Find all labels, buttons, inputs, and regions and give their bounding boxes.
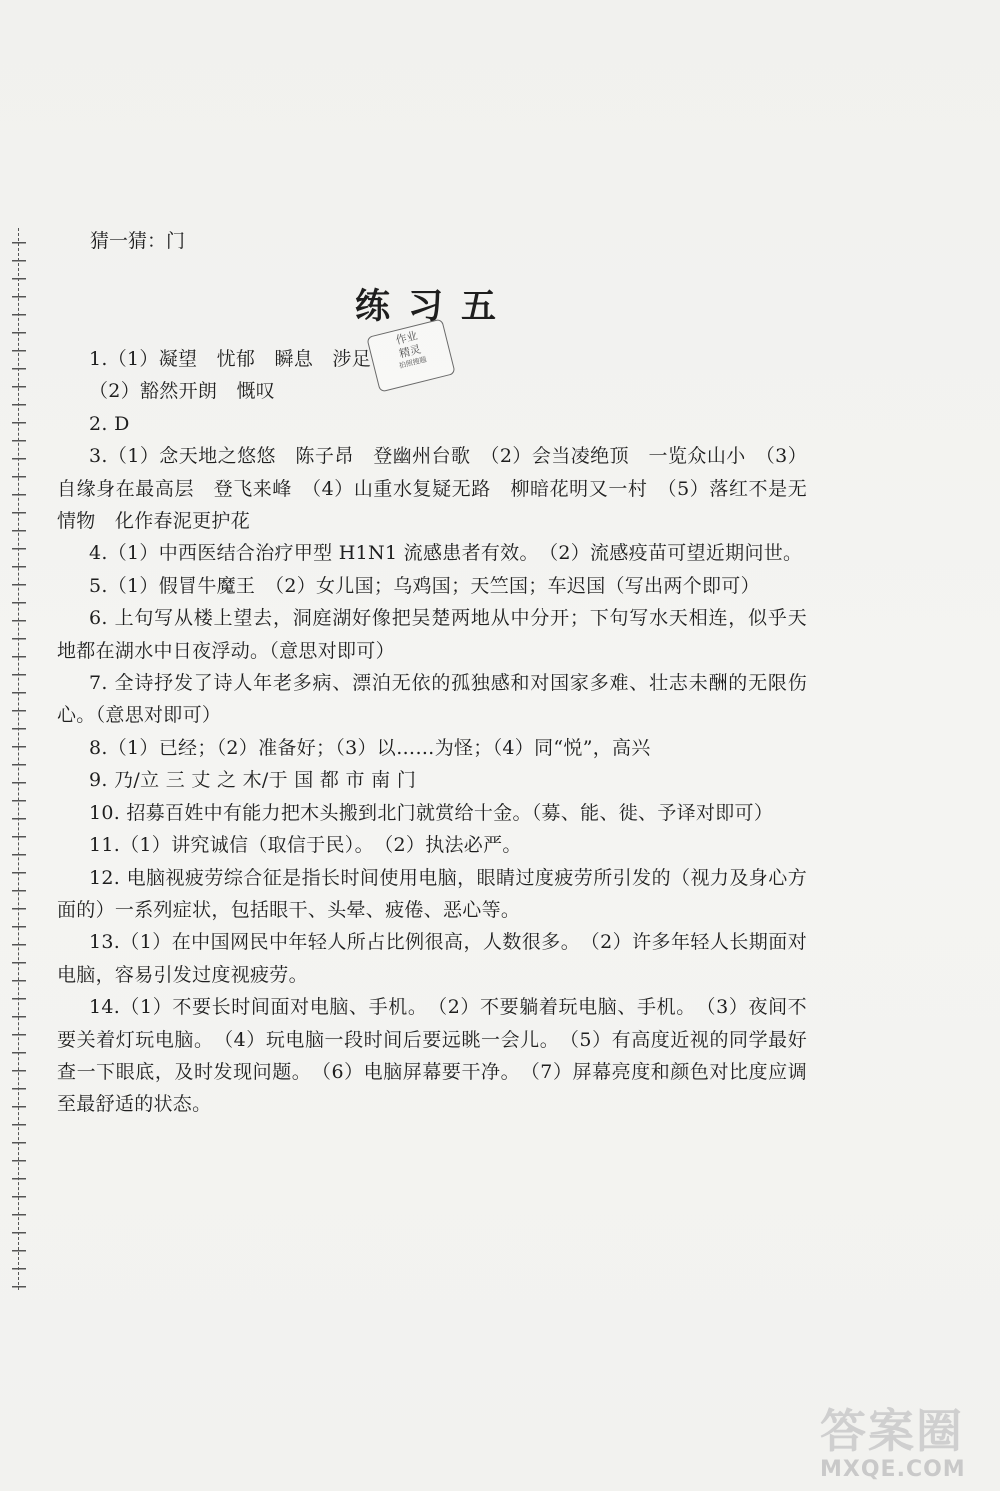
watermark-text: 答案圈: [820, 1404, 964, 1458]
riddle-answer: 猜一猜：门: [90, 230, 186, 252]
watermark-url: MXQE.COM: [820, 1457, 966, 1482]
answer-14: 14.（1）不要长时间面对电脑、手机。 （2）不要躺着玩电脑、手机。 （3）夜间不要关着灯玩电脑。 （4）玩电脑一段时间后要远眺一会儿。 （5）有高度近视的同学最好查一下眼底，及时发现问题。 （6）电脑屏幕要干净。 （7）屏幕亮度和颜色对比度应调至最舒适的状态。: [57, 996, 807, 1116]
answer-12: 12. 电脑视疲劳综合征是指长时间使用电脑，眼睛过度疲劳所引发的（视力及身心方面的）一系列症状，包括眼干、头晕、疲倦、恶心等。: [57, 866, 807, 921]
answer-6: 6. 上句写从楼上望去，洞庭湖好像把吴楚两地从中分开；下句写水天相连，似乎天地都在湖水中日夜浮动。（意思对即可）: [57, 607, 807, 662]
stamp-text-small: 拍照搜题: [398, 355, 428, 371]
binding-ticks: [12, 228, 26, 1290]
answer-5: 5.（1）假冒牛魔王 （2）女儿国；乌鸡国；天竺国；车迟国（写出两个即可）: [89, 574, 760, 597]
answer-1-2: （2）豁然开朗 慨叹: [89, 380, 276, 403]
answer-2: 2. D: [89, 412, 130, 435]
stamp-text-mid: 精灵: [397, 342, 423, 361]
answer-13: 13.（1）在中国网民中年轻人所占比例很高，人数很多。 （2）许多年轻人长期面对电脑，容易引发过度视疲劳。: [57, 931, 807, 986]
binding-line: [12, 228, 26, 1290]
watermark-logo: [820, 1395, 990, 1485]
answer-7: 7. 全诗抒发了诗人年老多病、漂泊无依的孤独感和对国家多难、壮志未酬的无限伤心。（意思对即可）: [57, 672, 807, 727]
answer-11: 11.（1）讲究诚信（取信于民）。 （2）执法必严。: [89, 834, 522, 857]
answer-10: 10. 招募百姓中有能力把木头搬到北门就赏给十金。（募、能、徙、予译对即可）: [89, 801, 774, 824]
page-title: 练习五: [355, 287, 515, 327]
answer-3: 3.（1）念天地之悠悠 陈子昂 登幽州台歌 （2）会当凌绝顶 一览众山小 （3）自缘身在最高层 登飞来峰 （4）山重水复疑无路 柳暗花明又一村 （5）落红不是无情物 化作春泥更护花: [57, 445, 807, 533]
answer-4: 4.（1）中西医结合治疗甲型 H1N1 流感患者有效。 （2）流感疫苗可望近期问世。: [89, 542, 803, 565]
answer-9: 9. 乃/立 三 丈 之 木/于 国 都 市 南 门: [89, 769, 417, 792]
answer-8: 8.（1）已经；（2）准备好；（3）以……为怪；（4）同“悦”，高兴: [89, 736, 651, 759]
stamp-text-top: 作业: [394, 329, 419, 348]
answer-content: [57, 343, 807, 1121]
answer-1-1: 1.（1）凝望 忧郁 瞬息 涉足: [89, 348, 372, 370]
